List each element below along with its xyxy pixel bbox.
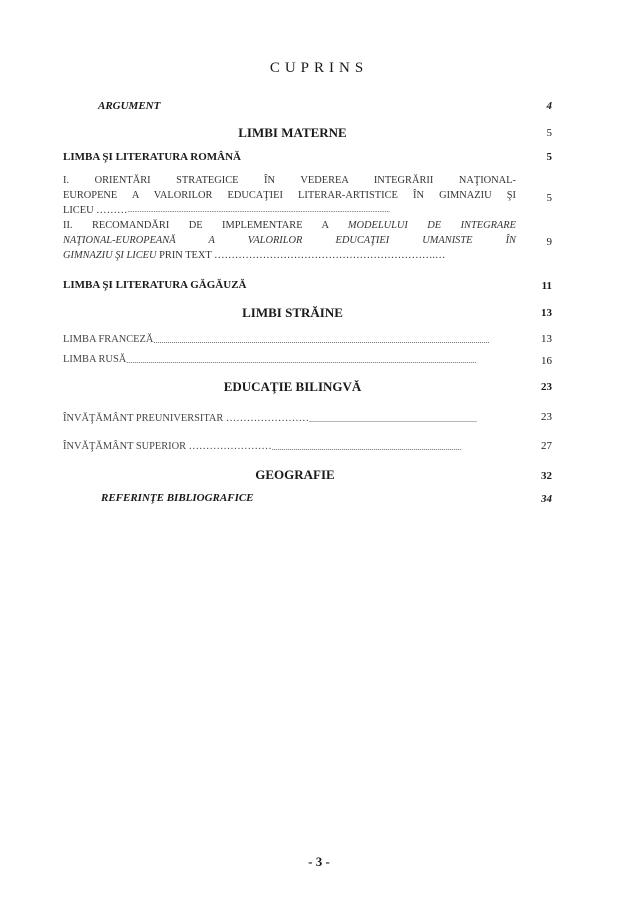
toc-referinte-page: 34 xyxy=(541,493,552,505)
toc-romana[interactable]: LIMBA ŞI LITERATURA ROMÂNĂ xyxy=(63,151,241,163)
toc-recomandari-line1b: MODELULUI DE INTEGRARE xyxy=(347,220,516,231)
toc-gagauza[interactable]: LIMBA ŞI LITERATURA GĂGĂUZĂ xyxy=(63,279,247,291)
section-limbi-straine[interactable]: LIMBI STRĂINE xyxy=(242,305,343,320)
toc-romana-page: 5 xyxy=(546,151,552,163)
toc-referinte[interactable]: REFERINŢE BIBLIOGRAFICE xyxy=(101,492,254,504)
toc-argument-page: 4 xyxy=(546,100,552,112)
toc-preuniversitar-label: ÎNVĂŢĂMÂNT PREUNIVERSITAR …………………… xyxy=(63,413,310,424)
toc-argument[interactable]: ARGUMENT xyxy=(98,100,161,112)
section-educatie-bilingva[interactable]: EDUCAŢIE BILINGVĂ xyxy=(223,379,362,394)
page-title: CUPRINS xyxy=(269,60,369,76)
toc-orientari-line3-text: LICEU ……… xyxy=(63,205,128,216)
toc-rusa-label: LIMBA RUSĂ xyxy=(63,354,127,365)
toc-rusa-leader: ............................................................................................................................................................................... xyxy=(126,356,477,365)
toc-franceza-leader: ........................................................................................................................................................................ xyxy=(153,336,490,345)
toc-orientari-leader: ...................................................................................................................................................... xyxy=(127,206,390,214)
toc-recomandari-line1a: II. RECOMANDĂRI DE IMPLEMENTARE A xyxy=(63,220,348,231)
toc-franceza[interactable] xyxy=(63,331,513,345)
page-number: - 3 - xyxy=(308,854,330,869)
toc-superior-label: ÎNVĂŢĂMÂNT SUPERIOR …………………… xyxy=(63,441,272,452)
toc-recomandari[interactable] xyxy=(63,218,516,263)
toc-orientari-line1: I. ORIENTĂRI STRATEGICE ÎN VEDEREA INTEGRĂRII NAŢIONAL- xyxy=(63,175,516,186)
toc-recomandari-line3a: GIMNAZIU ŞI LICEU xyxy=(63,250,157,261)
toc-recomandari-line2: NAŢIONAL-EUROPEANĂ A VALORILOR EDUCAŢIEI UMANISTE ÎN xyxy=(63,235,516,246)
section-geografie-page: 32 xyxy=(541,470,552,482)
toc-rusa[interactable] xyxy=(63,351,513,365)
toc-preuniversitar-page: 23 xyxy=(541,411,552,423)
toc-superior[interactable] xyxy=(63,438,513,452)
toc-orientari-line3 xyxy=(63,203,516,218)
toc-preuniversitar-leader: .................................................................................... xyxy=(309,415,478,424)
toc-franceza-page: 13 xyxy=(541,333,552,345)
toc-superior-leader: ............................................................................................... xyxy=(271,443,462,452)
section-limbi-materne[interactable]: LIMBI MATERNE xyxy=(238,125,347,140)
toc-recomandari-line3b: PRIN TEXT ……………………………………………………….… xyxy=(156,250,446,261)
section-limbi-materne-page: 5 xyxy=(546,127,552,139)
toc-orientari[interactable] xyxy=(63,173,516,218)
toc-recomandari-line3 xyxy=(63,248,516,263)
toc-franceza-label: LIMBA FRANCEZĂ xyxy=(63,334,154,345)
toc-superior-page: 27 xyxy=(541,440,552,452)
toc-orientari-page: 5 xyxy=(546,192,552,204)
toc-rusa-page: 16 xyxy=(541,355,552,367)
toc-recomandari-page: 9 xyxy=(546,236,552,248)
section-educatie-bilingva-page: 23 xyxy=(541,381,552,393)
section-geografie[interactable]: GEOGRAFIE xyxy=(255,467,335,482)
toc-orientari-line2: EUROPENE A VALORILOR EDUCAŢIEI LITERAR-ARTISTICE ÎN GIMNAZIU ŞI xyxy=(63,190,516,201)
section-limbi-straine-page: 13 xyxy=(541,307,552,319)
toc-recomandari-line1 xyxy=(63,218,516,233)
toc-gagauza-page: 11 xyxy=(541,280,552,292)
toc-preuniversitar[interactable] xyxy=(63,410,513,424)
